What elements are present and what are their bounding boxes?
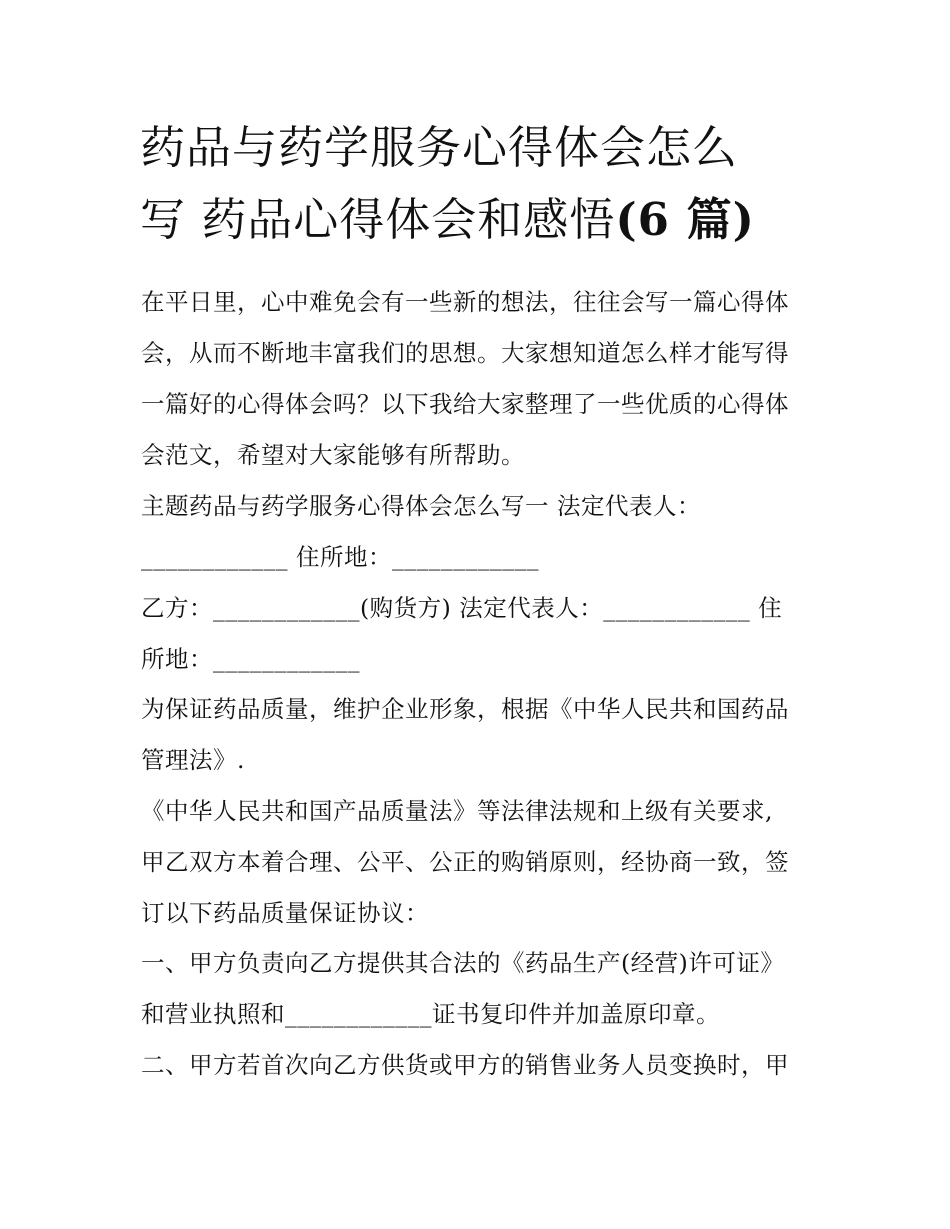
title-line-2-suffix: (6 篇) — [615, 193, 755, 246]
body-line: 所地：____________ — [141, 645, 360, 673]
body-line: 二、甲方若首次向乙方供货或甲方的销售业务人员变换时，甲 — [141, 1051, 789, 1079]
body-line: 在平日里，心中难免会有一些新的想法，往往会写一篇心得体 — [141, 288, 789, 316]
body-line: ____________ 住所地：____________ — [141, 543, 539, 571]
body-line: 主题药品与药学服务心得体会怎么写一 法定代表人： — [141, 492, 701, 520]
body-line: 甲乙双方本着合理、公平、公正的购销原则，经协商一致，签 — [141, 848, 789, 876]
title-line-2-prefix: 写 药品心得体会和感悟 — [140, 193, 616, 246]
body-line: 和营业执照和____________证书复印件并加盖原印章。 — [141, 1000, 720, 1028]
body-line: 订以下药品质量保证协议： — [141, 899, 429, 927]
body-line: 为保证药品质量，维护企业形象，根据《中华人民共和国药品 — [141, 695, 789, 723]
body-line: 会范文，希望对大家能够有所帮助。 — [141, 441, 525, 469]
body-line: 会，从而不断地丰富我们的思想。大家想知道怎么样才能写得 — [141, 339, 789, 367]
body-line: 《中华人民共和国产品质量法》等法律法规和上级有关要求, — [141, 797, 773, 825]
body-line: 一篇好的心得体会吗？以下我给大家整理了一些优质的心得体 — [141, 390, 789, 418]
body-line: 管理法》. — [141, 746, 245, 774]
document-title — [140, 112, 820, 256]
body-line: 乙方：____________(购货方) 法定代表人：____________ 住 — [141, 594, 783, 622]
body-line: 一、甲方负责向乙方提供其合法的《药品生产(经营)许可证》 — [141, 949, 785, 977]
title-line-1: 药品与药学服务心得体会怎么 — [140, 121, 739, 174]
